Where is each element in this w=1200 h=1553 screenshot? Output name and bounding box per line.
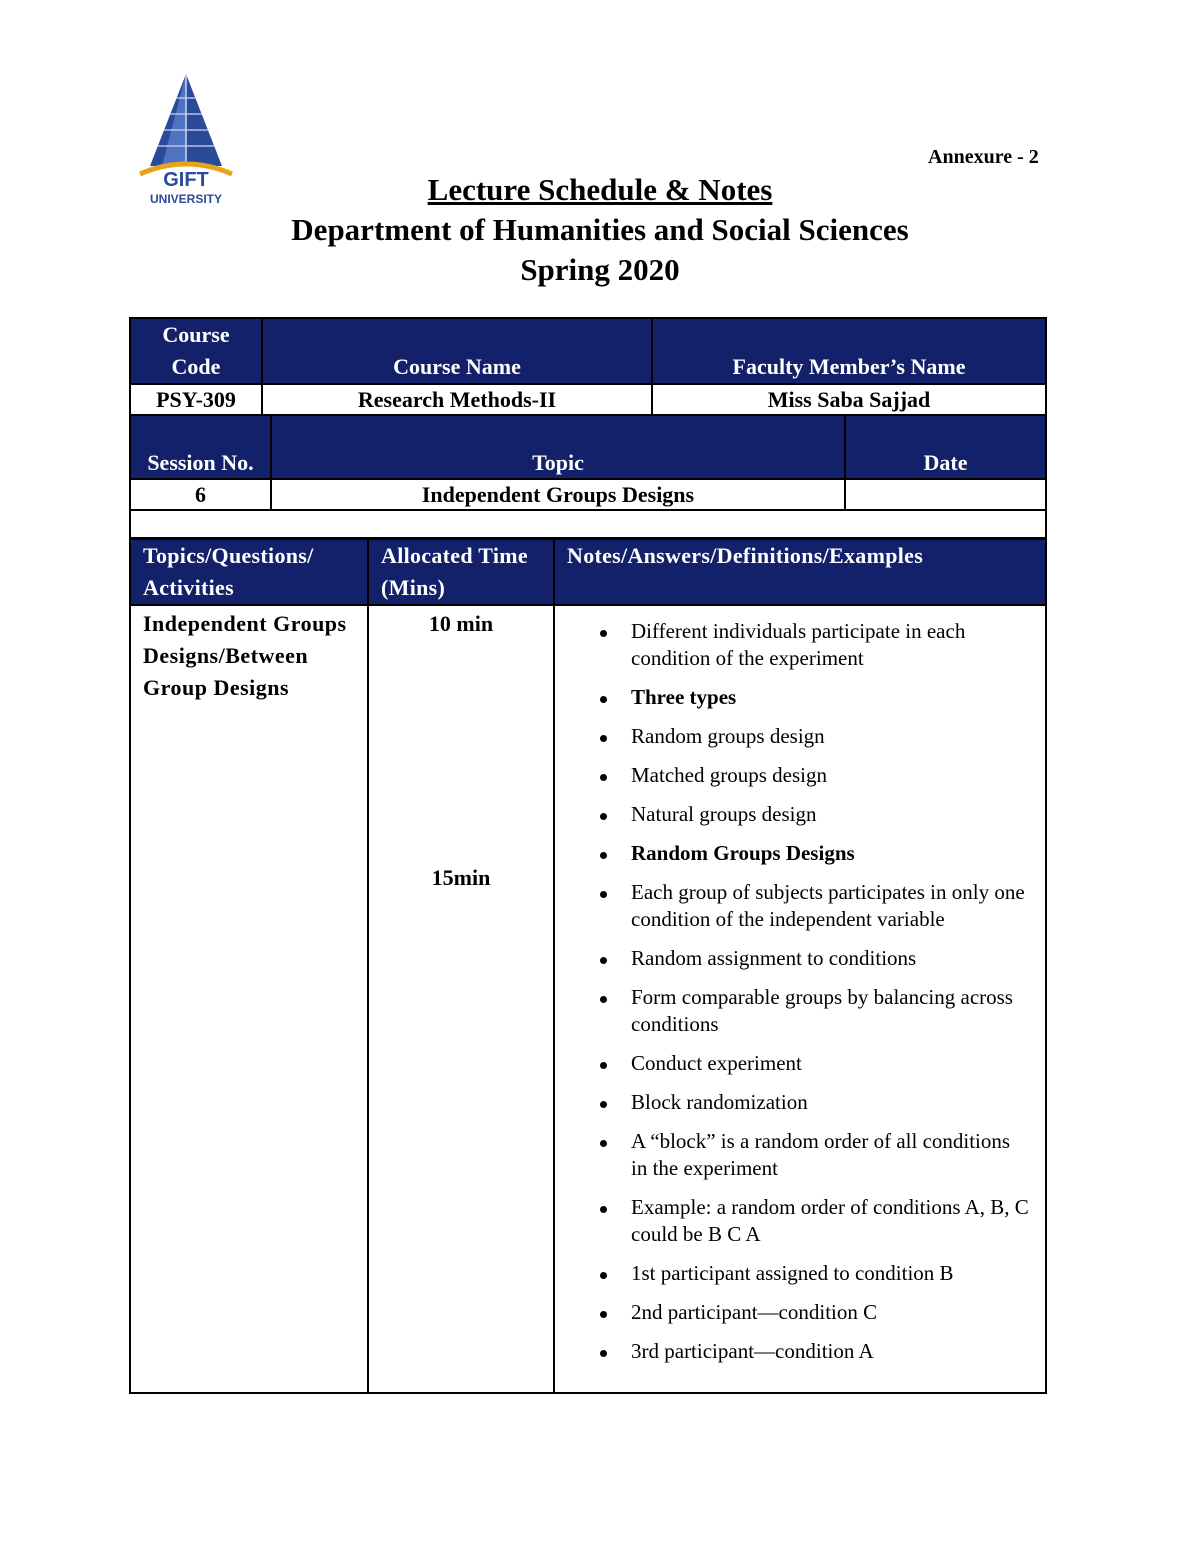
note-text: Random Groups Designs <box>631 841 855 865</box>
bullet-icon <box>600 1140 607 1147</box>
course-name-value: Research Methods-II <box>262 384 652 415</box>
note-text: Random assignment to conditions <box>631 946 917 970</box>
note-item <box>561 1050 1039 1077</box>
course-info-table <box>129 317 1047 416</box>
annexure-label: Annexure - 2 <box>928 146 1039 168</box>
note-text: Each group of subjects participates in only one condition of the independent variable <box>631 880 1025 931</box>
spacer-cell <box>130 510 1046 538</box>
svg-text:GIFT: GIFT <box>163 169 209 191</box>
date-value <box>845 479 1046 510</box>
session-value-row <box>130 479 1046 510</box>
date-header: Date <box>845 415 1046 479</box>
note-item <box>561 1128 1039 1182</box>
note-item <box>561 684 1039 711</box>
note-text: Different individuals participate in each condition of the experiment <box>631 619 966 670</box>
note-item <box>561 1299 1039 1326</box>
course-header-row <box>130 318 1046 384</box>
note-item <box>561 801 1039 828</box>
note-text: Example: a random order of conditions A, B, C could be B C A <box>631 1195 1029 1246</box>
course-value-row <box>130 384 1046 415</box>
note-text: Matched groups design <box>631 763 827 787</box>
bullet-icon <box>600 1311 607 1318</box>
time-allocation-2: 15min <box>431 865 491 890</box>
note-text: 1st participant assigned to condition B <box>631 1261 954 1285</box>
note-item <box>561 945 1039 972</box>
bullet-icon <box>600 996 607 1003</box>
svg-text:UNIVERSITY: UNIVERSITY <box>149 192 223 206</box>
topics-header: Topics/Questions/ Activities <box>130 539 368 605</box>
topic-cell <box>130 605 368 1393</box>
bullet-icon <box>600 1062 607 1069</box>
bullet-icon <box>600 891 607 898</box>
course-code-header: Course Code <box>130 318 262 384</box>
topic-value: Independent Groups Designs <box>271 479 845 510</box>
bullet-icon <box>600 774 607 781</box>
bullet-icon <box>600 1206 607 1213</box>
session-no-value: 6 <box>130 479 271 510</box>
bullet-icon <box>600 957 607 964</box>
note-text: A “block” is a random order of all conditions in the experiment <box>631 1129 1011 1180</box>
notes-list <box>561 606 1039 1365</box>
bullet-icon <box>600 1101 607 1108</box>
note-text: 3rd participant—condition A <box>631 1339 874 1363</box>
time-cell <box>368 605 554 1393</box>
note-text: Conduct experiment <box>631 1051 802 1075</box>
spacer-row <box>130 510 1046 538</box>
bullet-icon <box>600 852 607 859</box>
notes-cell <box>554 605 1046 1393</box>
course-code-value: PSY-309 <box>130 384 262 415</box>
session-table <box>129 414 1047 539</box>
note-text: Form comparable groups by balancing across conditions <box>631 985 1013 1036</box>
note-item <box>561 762 1039 789</box>
note-item <box>561 879 1039 933</box>
topic-text: Independent Groups Designs/Between Group Designs <box>143 611 347 700</box>
faculty-value: Miss Saba Sajjad <box>652 384 1046 415</box>
note-item <box>561 1260 1039 1287</box>
session-no-header: Session No. <box>130 415 271 479</box>
bullet-icon <box>600 1272 607 1279</box>
course-name-header: Course Name <box>262 318 652 384</box>
topic-header: Topic <box>271 415 845 479</box>
note-text: Random groups design <box>631 724 825 748</box>
time-header: Allocated Time (Mins) <box>368 539 554 605</box>
note-text: Block randomization <box>631 1090 808 1114</box>
bullet-icon <box>600 630 607 637</box>
department-heading: Department of Humanities and Social Sciences <box>291 212 909 247</box>
note-item <box>561 1338 1039 1365</box>
bullet-icon <box>600 1350 607 1357</box>
note-item <box>561 618 1039 672</box>
bullet-icon <box>600 813 607 820</box>
term-heading: Spring 2020 <box>520 252 680 287</box>
note-text: Natural groups design <box>631 802 817 826</box>
notes-table <box>129 538 1047 1394</box>
faculty-header: Faculty Member’s Name <box>652 318 1046 384</box>
page-title: Lecture Schedule & Notes <box>427 172 773 207</box>
bullet-icon <box>600 735 607 742</box>
note-text: 2nd participant—condition C <box>631 1300 878 1324</box>
bullet-icon <box>600 696 607 703</box>
note-item <box>561 1194 1039 1248</box>
notes-header-row <box>130 539 1046 605</box>
notes-body-row <box>130 605 1046 1393</box>
session-header-row <box>130 415 1046 479</box>
note-item <box>561 723 1039 750</box>
notes-header: Notes/Answers/Definitions/Examples <box>554 539 1046 605</box>
note-item <box>561 1089 1039 1116</box>
time-allocation-1: 10 min <box>428 611 494 636</box>
note-text: Three types <box>631 685 737 709</box>
note-item <box>561 984 1039 1038</box>
note-item <box>561 840 1039 867</box>
